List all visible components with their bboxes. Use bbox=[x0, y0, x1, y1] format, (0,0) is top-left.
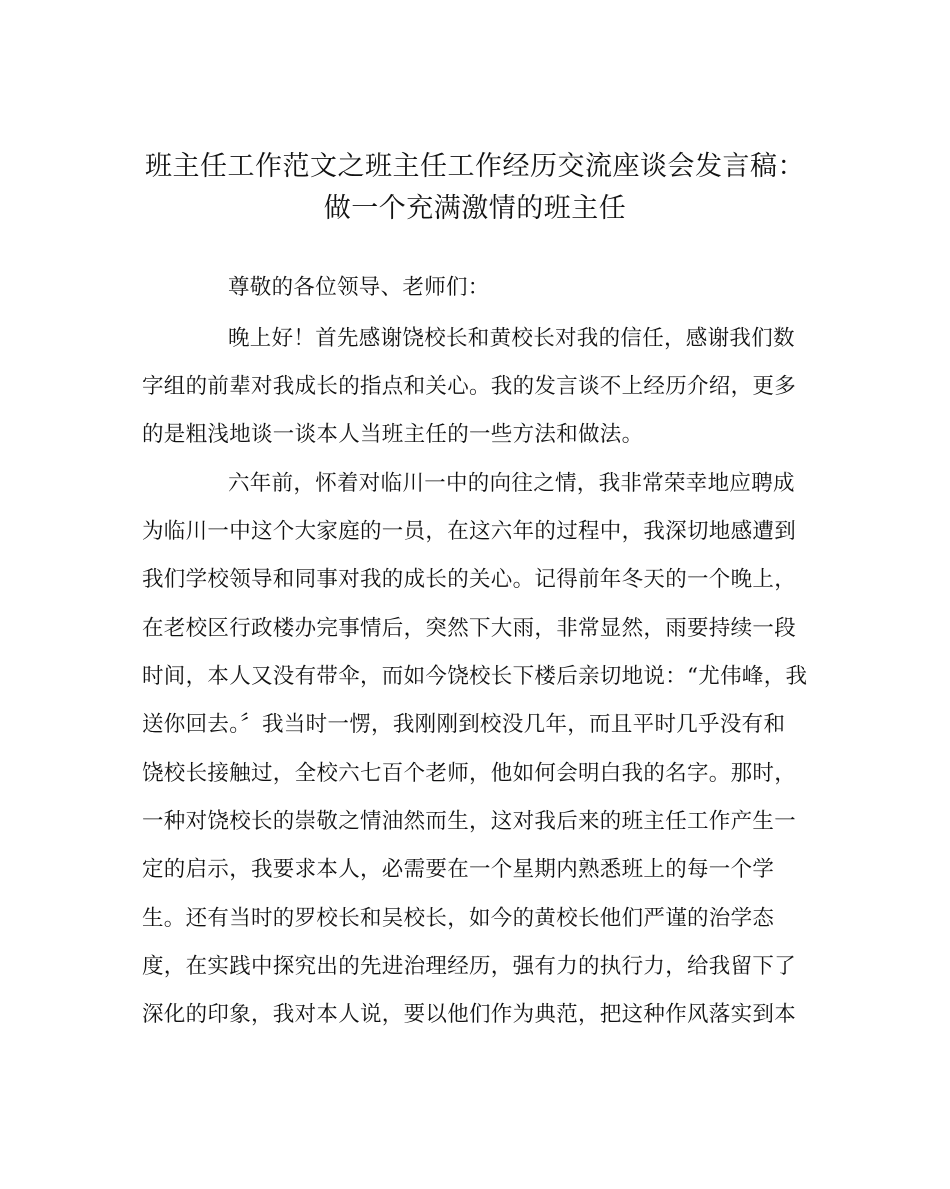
salutation: 尊敬的各位领导、老师们： bbox=[228, 275, 490, 300]
paragraph-line: 一种对饶校长的崇敬之情油然而生，这对我后来的班主任工作产生一 bbox=[142, 809, 797, 834]
paragraph-line: 晚上好！首先感谢饶校长和黄校长对我的信任，感谢我们数 bbox=[228, 326, 795, 351]
paragraph-line: 的是粗浅地谈一谈本人当班主任的一些方法和做法。 bbox=[142, 422, 644, 447]
paragraph-line: 送你回去。〞我当时一愣，我刚刚到校没几年，而且平时几乎没有和 bbox=[142, 712, 786, 737]
paragraph-line: 生。还有当时的罗校长和吴校长，如今的黄校长他们严谨的治学态 bbox=[142, 906, 775, 931]
paragraph-line: 深化的印象，我对本人说，要以他们作为典范，把这种作风落实到本 bbox=[142, 1002, 797, 1027]
paragraph-line: 六年前，怀着对临川一中的向往之情，我非常荣幸地应聘成 bbox=[228, 471, 795, 496]
paragraph-line: 字组的前辈对我成长的指点和关心。我的发言谈不上经历介绍，更多 bbox=[142, 374, 797, 399]
paragraph-line: 饶校长接触过，全校六七百个老师，他如何会明白我的名字。那时， bbox=[142, 761, 797, 786]
paragraph-line: 在老校区行政楼办完事情后，突然下大雨，非常显然，雨要持续一段 bbox=[142, 616, 797, 641]
paragraph-line: 定的启示，我要求本人，必需要在一个星期内熟悉班上的每一个学 bbox=[142, 857, 775, 882]
paragraph-line: 我们学校领导和同事对我的成长的关心。记得前年冬天的一个晚上， bbox=[142, 567, 797, 592]
paragraph-line: 时间，本人又没有带伞，而如今饶校长下楼后亲切地说：“尤伟峰，我 bbox=[142, 664, 808, 689]
paragraph-line: 为临川一中这个大家庭的一员，在这六年的过程中，我深切地感遭到 bbox=[142, 519, 797, 544]
document-title-line-2: 做一个充满激情的班主任 bbox=[323, 193, 627, 224]
paragraph-line: 度，在实践中探究出的先进治理经历，强有力的执行力，给我留下了 bbox=[142, 954, 797, 979]
document-title-line-1: 班主任工作范文之班主任工作经历交流座谈会发言稿： bbox=[145, 151, 805, 182]
